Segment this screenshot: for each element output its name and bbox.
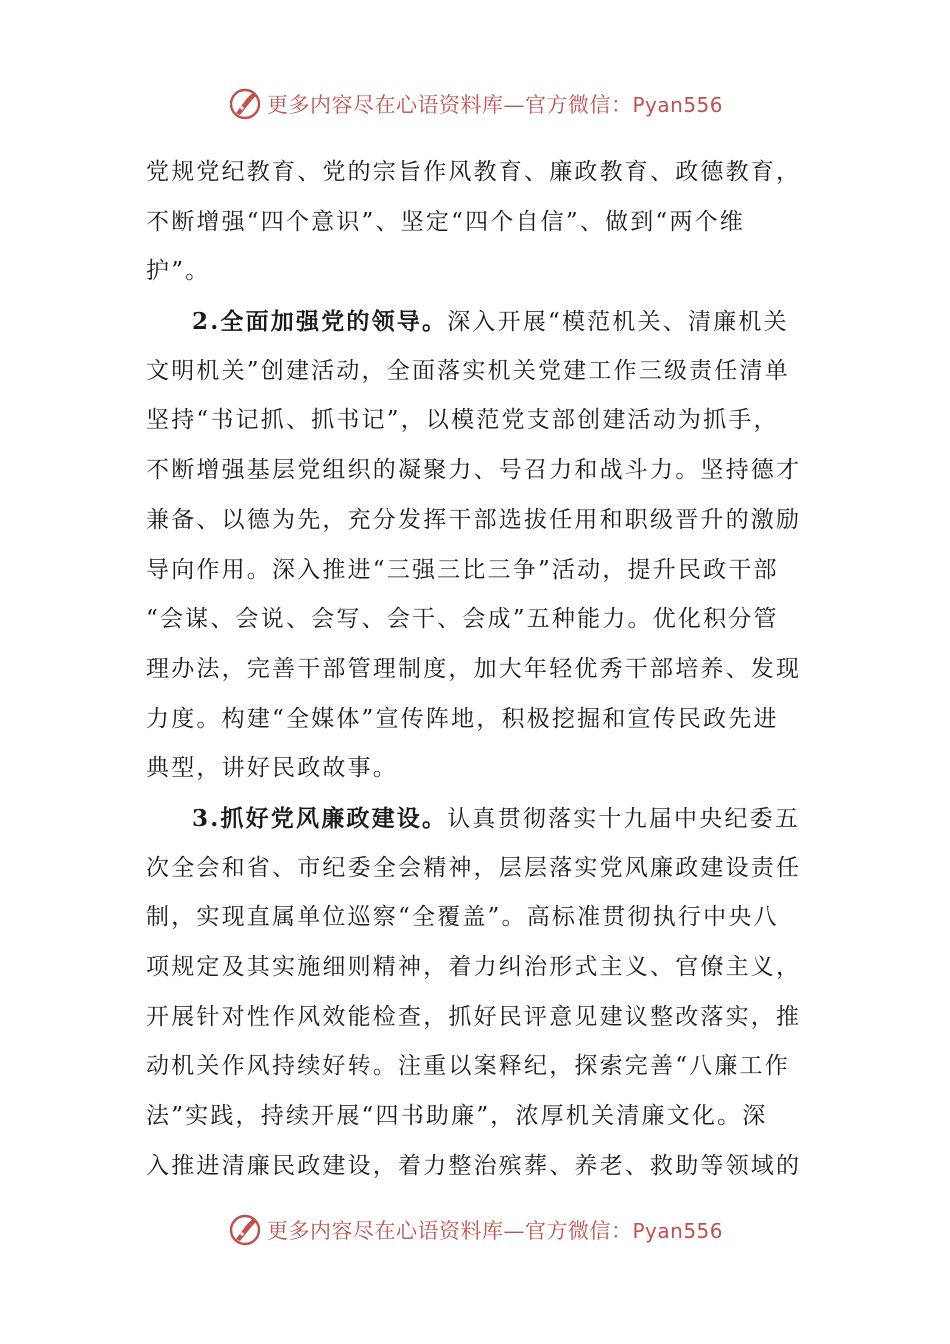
text-line xyxy=(146,695,810,745)
text-line xyxy=(146,1142,810,1192)
text-line xyxy=(146,148,810,198)
text-line xyxy=(146,247,810,297)
text-line xyxy=(146,496,810,546)
paragraph-heading-line xyxy=(146,794,810,844)
line-text: 不断增强基层党组织的凝聚力、号召力和战斗力。坚持德才 xyxy=(146,457,802,484)
line-text: 导向作用。深入推进“三强三比三争”活动，提升民政干部 xyxy=(146,556,779,583)
banner-text: 更多内容尽在心语资料库—官方微信：Pyan556 xyxy=(266,93,723,117)
text-line xyxy=(146,446,810,496)
line-text: 法”实践，持续开展“四书助廉”，浓厚机关清廉文化。深 xyxy=(146,1103,768,1130)
text-line xyxy=(146,1092,810,1142)
banner-text: 更多内容尽在心语资料库—官方微信：Pyan556 xyxy=(266,1219,723,1243)
text-line xyxy=(146,396,810,446)
line-text: 护”。 xyxy=(146,258,211,285)
text-line xyxy=(146,546,810,596)
text-line xyxy=(146,993,810,1043)
line-text: 制，实现直属单位巡察“全覆盖”。高标准贯彻执行中央八 xyxy=(146,904,779,931)
pen-nib-circle-icon xyxy=(227,1212,263,1248)
text-line xyxy=(146,744,810,794)
section-lead: 2.全面加强党的领导。 xyxy=(192,308,448,336)
line-text: 兼备、以德为先，充分发挥干部选拔任用和职级晋升的激励 xyxy=(146,506,802,533)
document-body xyxy=(146,148,810,1191)
line-text: 坚持“书记抓、抓书记”，以模范党支部创建活动为抓手， xyxy=(146,407,779,434)
text-line xyxy=(146,645,810,695)
line-text: “会谋、会说、会写、会干、会成”五种能力。优化积分管 xyxy=(146,606,779,633)
text-line xyxy=(146,1042,810,1092)
text-line xyxy=(146,595,810,645)
header-watermark-banner xyxy=(0,82,950,126)
line-text: 入推进清廉民政建设，着力整治殡葬、养老、救助等领域的 xyxy=(146,1152,802,1179)
line-text: 力度。构建“全媒体”宣传阵地，积极挖掘和宣传民政先进 xyxy=(146,705,779,732)
line-text: 不断增强“四个意识”、坚定“四个自信”、做到“两个维 xyxy=(146,208,745,235)
text-line xyxy=(146,347,810,397)
paragraph-heading-line xyxy=(146,297,810,347)
line-text: 项规定及其实施细则精神，着力纠治形式主义、官僚主义， xyxy=(146,954,802,980)
text-line xyxy=(146,198,810,248)
line-text: 党规党纪教育、党的宗旨作风教育、廉政教育、政德教育， xyxy=(146,159,802,185)
footer-watermark-banner xyxy=(0,1208,950,1252)
line-text: 深入开展“模范机关、清廉机关 xyxy=(447,309,789,336)
line-text: 动机关作风持续好转。注重以案释纪，探索完善“八廉工作 xyxy=(146,1053,790,1080)
text-line xyxy=(146,943,810,993)
line-text: 理办法，完善干部管理制度，加大年轻优秀干部培养、发现 xyxy=(146,655,802,682)
line-text: 典型，讲好民政故事。 xyxy=(146,755,398,782)
text-line xyxy=(146,844,810,894)
line-text: 认真贯彻落实十九届中央纪委五 xyxy=(447,805,801,832)
text-line xyxy=(146,893,810,943)
pen-nib-circle-icon xyxy=(227,86,263,122)
line-text: 次全会和省、市纪委全会精神，层层落实党风廉政建设责任 xyxy=(146,854,802,881)
line-text: 文明机关”创建活动，全面落实机关党建工作三级责任清单 xyxy=(146,357,790,384)
line-text: 开展针对性作风效能检查，抓好民评意见建议整改落实，推 xyxy=(146,1003,802,1030)
section-lead: 3.抓好党风廉政建设。 xyxy=(192,804,448,832)
